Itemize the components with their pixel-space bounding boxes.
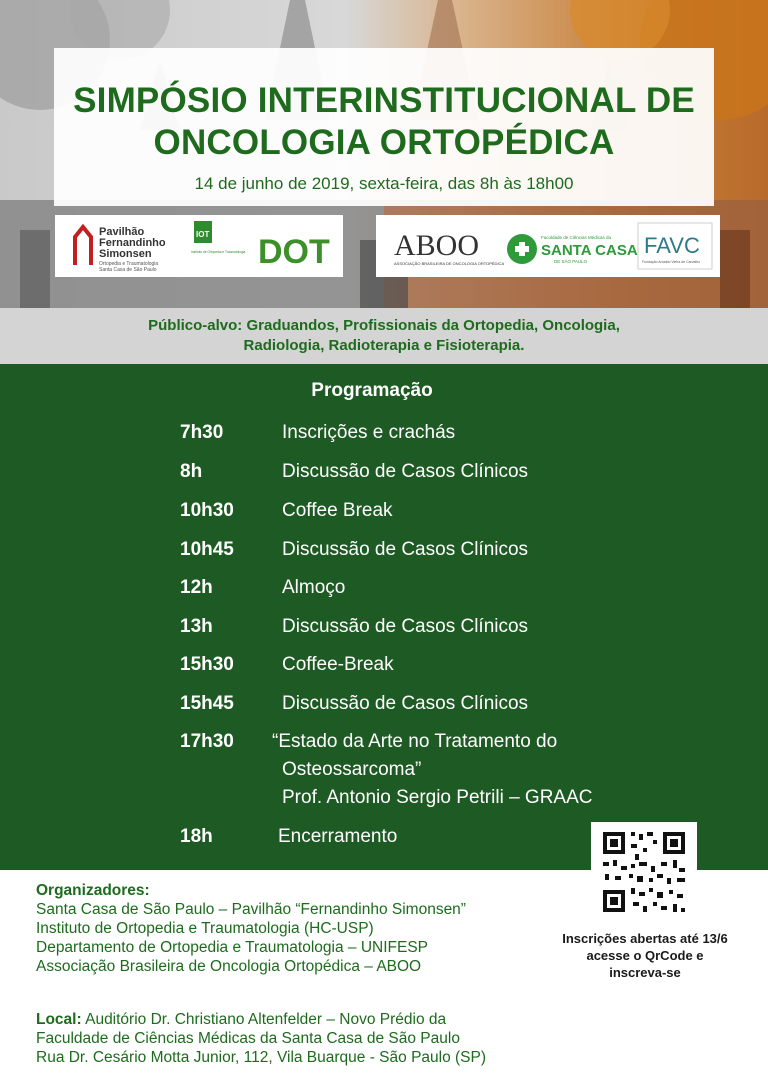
pavilhao-text-2: Fernandinho xyxy=(99,237,166,249)
schedule-description: Almoço xyxy=(282,577,346,598)
title-line-2: ONCOLOGIA ORTOPÉDICA xyxy=(153,123,615,162)
target-audience xyxy=(0,308,768,364)
schedule-time: 7h30 xyxy=(180,422,224,443)
santa-casa-sub: DE SÃO PAULO xyxy=(554,259,588,264)
dot-mark: DOT xyxy=(258,233,330,271)
location-line-1: Auditório Dr. Christiano Altenfelder – Novo Prédio da xyxy=(81,1011,447,1028)
schedule-description: “Estado da Arte no Tratamento do xyxy=(272,731,558,752)
pavilhao-text-1: Pavilhão xyxy=(99,226,145,238)
location-label: Local: xyxy=(36,1011,82,1028)
schedule-description: Coffee Break xyxy=(282,500,393,521)
schedule-time: 8h xyxy=(180,461,203,482)
qr-code-panel[interactable] xyxy=(591,822,697,922)
schedule-time: 10h30 xyxy=(180,500,234,521)
schedule-time: 18h xyxy=(180,826,213,847)
partner-logos-left xyxy=(55,215,343,277)
title-line-1: SIMPÓSIO INTERINSTITUCIONAL DE xyxy=(73,81,695,120)
schedule-time: 12h xyxy=(180,577,213,598)
dot-logo xyxy=(258,227,330,271)
organizer-item: Departamento de Ortopedia e Traumatologia – UNIFESP xyxy=(36,939,429,956)
location-line-3: Rua Dr. Cesário Motta Junior, 112, Vila Buarque - São Paulo (SP) xyxy=(36,1049,487,1066)
organizer-item: Instituto de Ortopedia e Traumatologia (HC-USP) xyxy=(36,920,374,937)
registration-line-1: Inscrições abertas até 13/6 xyxy=(562,931,728,946)
pavilhao-logo xyxy=(75,226,166,273)
registration-line-3: inscreva-se xyxy=(609,965,681,980)
iot-mark: IOT xyxy=(196,230,210,239)
schedule-description: Discussão de Casos Clínicos xyxy=(282,539,529,560)
organizers-label: Organizadores: xyxy=(36,882,150,899)
schedule-description: Inscrições e crachás xyxy=(282,422,456,443)
schedule-description: Encerramento xyxy=(278,826,398,847)
event-date: 14 de junho de 2019, sexta-feira, das 8h às 18h00 xyxy=(194,174,574,193)
qr-code-icon[interactable] xyxy=(591,822,697,922)
audience-line-2: Radiologia, Radioterapia e Fisioterapia. xyxy=(243,337,525,354)
favc-mark: FAVC xyxy=(644,233,700,258)
event-title xyxy=(0,80,768,164)
favc-sub: Fundação Arnaldo Vieira de Carvalho xyxy=(642,260,701,264)
iot-logo xyxy=(191,221,245,254)
program-section xyxy=(0,364,768,870)
santa-casa-main: SANTA CASA xyxy=(541,242,638,259)
schedule-description: Discussão de Casos Clínicos xyxy=(282,616,529,637)
schedule-time: 10h45 xyxy=(180,539,234,560)
schedule-description-line-2: Osteossarcoma” xyxy=(282,759,422,780)
iot-sub: Instituto de Ortopedia e Traumatologia xyxy=(191,250,246,254)
aboo-sub: ASSOCIAÇÃO BRASILEIRA DE ONCOLOGIA ORTOPÉDICA xyxy=(394,261,505,266)
organizers-section xyxy=(36,881,466,976)
partner-logos-right xyxy=(376,215,720,277)
header-banner xyxy=(0,0,768,308)
favc-logo xyxy=(638,223,712,269)
schedule-time: 17h30 xyxy=(180,731,234,752)
logo-group-left xyxy=(55,215,343,277)
location-line-2: Faculdade de Ciências Médicas da Santa Casa de São Paulo xyxy=(36,1030,460,1047)
aboo-mark: ABOO xyxy=(394,229,480,262)
organizer-item: Associação Brasileira de Oncologia Ortopédica – ABOO xyxy=(36,958,422,975)
santa-casa-top: Faculdade de Ciências Médicas da xyxy=(541,235,612,240)
aboo-logo xyxy=(394,229,504,266)
schedule-description: Coffee-Break xyxy=(282,654,394,675)
schedule-description: Discussão de Casos Clínicos xyxy=(282,693,529,714)
schedule-speaker: Prof. Antonio Sergio Petrili – GRAAC xyxy=(282,787,593,808)
registration-line-2: acesse o QrCode e xyxy=(586,948,704,963)
program-title: Programação xyxy=(311,380,433,401)
organizer-item: Santa Casa de São Paulo – Pavilhão “Fernandinho Simonsen” xyxy=(36,901,466,918)
location-section xyxy=(36,1010,486,1067)
pavilhao-sub-1: Ortopedia e Traumatologia xyxy=(99,261,159,267)
audience-line-1: Público-alvo: Graduandos, Profissionais da Ortopedia, Oncologia, xyxy=(148,317,620,334)
pavilhao-sub-2: Santa Casa de São Paulo xyxy=(99,267,157,273)
santa-casa-logo xyxy=(507,234,638,264)
schedule-description: Discussão de Casos Clínicos xyxy=(282,461,529,482)
logo-group-right xyxy=(376,215,720,277)
registration-note xyxy=(540,930,750,981)
schedule-time: 15h45 xyxy=(180,693,234,714)
pavilhao-text-3: Simonsen xyxy=(99,248,152,260)
schedule-time: 15h30 xyxy=(180,654,234,675)
schedule-time: 13h xyxy=(180,616,213,637)
